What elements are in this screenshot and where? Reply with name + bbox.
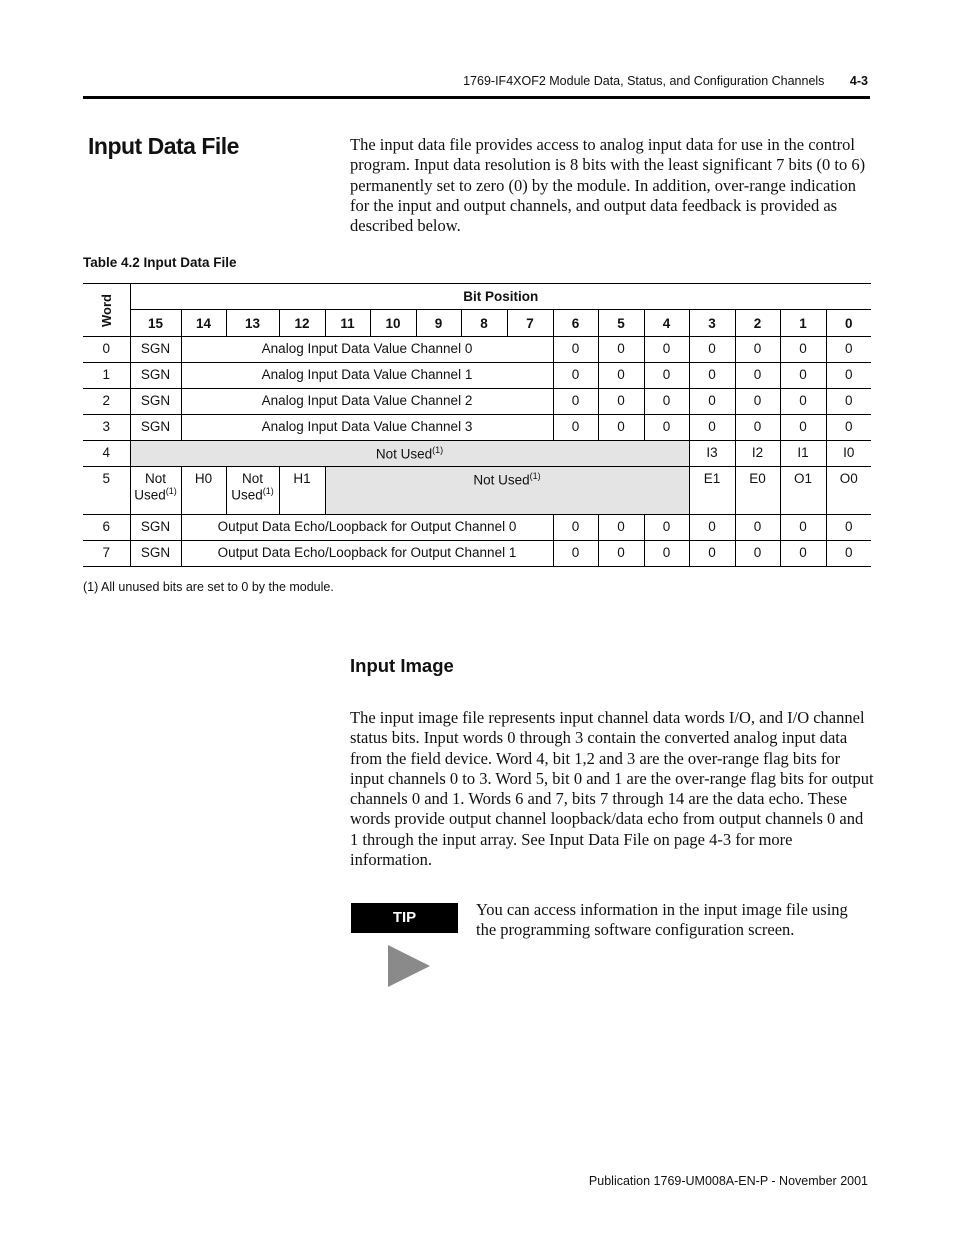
table-footnote: (1) All unused bits are set to 0 by the module. xyxy=(83,580,334,594)
sign-bit: SGN xyxy=(130,515,181,541)
bit-value: 0 xyxy=(689,515,735,541)
not-used-cell: Not Used$^{(1)}$ xyxy=(130,467,181,515)
bit-value: 0 xyxy=(780,363,826,389)
bit-position-header: Bit Position xyxy=(130,284,871,310)
flag-bit: O1 xyxy=(780,467,826,515)
bit-value: 0 xyxy=(735,541,780,567)
table-row xyxy=(83,337,871,363)
bit-value: 0 xyxy=(826,515,871,541)
bit-header-8: 8 xyxy=(461,310,507,337)
bit-header-11: 11 xyxy=(325,310,370,337)
tip-text: You can access information in the input image file using the programming software configuration screen. xyxy=(476,900,848,940)
data-value-label: Analog Input Data Value Channel 0 xyxy=(181,337,553,363)
flag-bit: I0 xyxy=(826,441,871,467)
bit-value: 0 xyxy=(826,337,871,363)
bit-value: 0 xyxy=(689,363,735,389)
flag-bit: E1 xyxy=(689,467,735,515)
flag-bit: I3 xyxy=(689,441,735,467)
word-number: 7 xyxy=(83,541,130,567)
word-number: 2 xyxy=(83,389,130,415)
not-used-cell: Not Used$^{(1)}$ xyxy=(325,467,689,515)
not-used-cell: Not Used$^{(1)}$ xyxy=(226,467,279,515)
data-value-label: Analog Input Data Value Channel 2 xyxy=(181,389,553,415)
table-row xyxy=(83,467,871,515)
h0-bit: H0 xyxy=(181,467,226,515)
page-number: 4-3 xyxy=(849,74,868,88)
bit-value: 0 xyxy=(780,415,826,441)
bit-value: 0 xyxy=(780,515,826,541)
sign-bit: SGN xyxy=(130,363,181,389)
bit-value: 0 xyxy=(689,415,735,441)
bit-value: 0 xyxy=(553,337,598,363)
table-row xyxy=(83,515,871,541)
publication-footer: Publication 1769-UM008A-EN-P - November 2001 xyxy=(588,1174,868,1188)
bit-value: 0 xyxy=(689,389,735,415)
flag-bit: I2 xyxy=(735,441,780,467)
flag-bit: E0 xyxy=(735,467,780,515)
bit-value: 0 xyxy=(553,415,598,441)
bit-header-row xyxy=(83,310,871,337)
data-value-label: Analog Input Data Value Channel 1 xyxy=(181,363,553,389)
section-paragraph: The input data file provides access to analog input data for use in the control program. Input data resolution is 8 bits with the least significant 7 bits (0 to 6) permanently set to zero (0) by the module. In addition, over-range indication for the input and output channels, and output data feedback is provided as described below. xyxy=(350,135,866,236)
bit-header-4: 4 xyxy=(644,310,689,337)
bit-header-13: 13 xyxy=(226,310,279,337)
sign-bit: SGN xyxy=(130,415,181,441)
bit-value: 0 xyxy=(735,389,780,415)
data-value-label: Output Data Echo/Loopback for Output Channel 1 xyxy=(181,541,553,567)
header-rule xyxy=(83,96,870,99)
bit-value: 0 xyxy=(780,389,826,415)
word-number: 3 xyxy=(83,415,130,441)
bit-value: 0 xyxy=(826,415,871,441)
word-header: Word xyxy=(83,284,130,337)
bit-value: 0 xyxy=(826,389,871,415)
bit-header-3: 3 xyxy=(689,310,735,337)
bit-value: 0 xyxy=(826,363,871,389)
bit-value: 0 xyxy=(598,515,644,541)
bit-header-14: 14 xyxy=(181,310,226,337)
bit-header-0: 0 xyxy=(826,310,871,337)
sign-bit: SGN xyxy=(130,541,181,567)
bit-value: 0 xyxy=(735,363,780,389)
bit-header-15: 15 xyxy=(130,310,181,337)
data-value-label: Output Data Echo/Loopback for Output Channel 0 xyxy=(181,515,553,541)
bit-value: 0 xyxy=(553,363,598,389)
bit-value: 0 xyxy=(689,541,735,567)
h1-bit: H1 xyxy=(279,467,325,515)
sign-bit: SGN xyxy=(130,389,181,415)
running-title: 1769-IF4XOF2 Module Data, Status, and Configuration Channels xyxy=(463,74,825,88)
running-header xyxy=(463,74,868,88)
tip-label: TIP xyxy=(351,903,458,933)
bit-value: 0 xyxy=(598,541,644,567)
bit-header-10: 10 xyxy=(370,310,416,337)
bit-value: 0 xyxy=(644,541,689,567)
table-caption: Table 4.2 Input Data File xyxy=(83,255,237,270)
bit-value: 0 xyxy=(644,337,689,363)
bit-value: 0 xyxy=(598,389,644,415)
bit-value: 0 xyxy=(826,541,871,567)
bit-value: 0 xyxy=(553,541,598,567)
bit-value: 0 xyxy=(780,337,826,363)
bit-value: 0 xyxy=(735,515,780,541)
bit-header-6: 6 xyxy=(553,310,598,337)
word-number: 0 xyxy=(83,337,130,363)
bit-header-7: 7 xyxy=(507,310,553,337)
data-value-label: Analog Input Data Value Channel 3 xyxy=(181,415,553,441)
subsection-title: Input Image xyxy=(350,655,454,676)
bit-value: 0 xyxy=(644,389,689,415)
bit-value: 0 xyxy=(644,363,689,389)
word-number: 1 xyxy=(83,363,130,389)
word-number: 4 xyxy=(83,441,130,467)
bit-value: 0 xyxy=(735,415,780,441)
bit-value: 0 xyxy=(598,337,644,363)
bit-value: 0 xyxy=(735,337,780,363)
bit-value: 0 xyxy=(553,515,598,541)
bit-value: 0 xyxy=(644,415,689,441)
bit-value: 0 xyxy=(780,541,826,567)
flag-bit: O0 xyxy=(826,467,871,515)
bit-value: 0 xyxy=(644,515,689,541)
not-used-cell: Not Used$^{(1)}$ xyxy=(130,441,689,467)
table-row xyxy=(83,389,871,415)
bit-value: 0 xyxy=(598,415,644,441)
table-row xyxy=(83,363,871,389)
flag-bit: I1 xyxy=(780,441,826,467)
word-number: 5 xyxy=(83,467,130,515)
bit-header-1: 1 xyxy=(780,310,826,337)
bit-value: 0 xyxy=(598,363,644,389)
bit-value: 0 xyxy=(689,337,735,363)
bit-value: 0 xyxy=(553,389,598,415)
word-number: 6 xyxy=(83,515,130,541)
table-row xyxy=(83,415,871,441)
bit-header-5: 5 xyxy=(598,310,644,337)
sign-bit: SGN xyxy=(130,337,181,363)
table-row xyxy=(83,541,871,567)
play-arrow-icon xyxy=(388,945,430,987)
subsection-paragraph: The input image file represents input channel data words I/O, and I/O channel status bits. Input words 0 through 3 contain the converted analog input data from the field device. Word 4, bit 1,2 and 3 are the over-range flag bits for input channels 0 to 3. Word 5, bit 0 and 1 are the over-range flag bits for output channels 0 and 1. Words 6 and 7, bits 7 through 14 are the data echo. These words provide output channel loopback/data echo from output channels 0 and 1 through the input array. See Input Data File on page 4-3 for more information. xyxy=(350,708,874,870)
bit-header-2: 2 xyxy=(735,310,780,337)
table-row xyxy=(83,441,871,467)
bit-header-12: 12 xyxy=(279,310,325,337)
bit-header-9: 9 xyxy=(416,310,461,337)
section-title: Input Data File xyxy=(88,133,239,159)
input-data-table xyxy=(83,283,871,567)
